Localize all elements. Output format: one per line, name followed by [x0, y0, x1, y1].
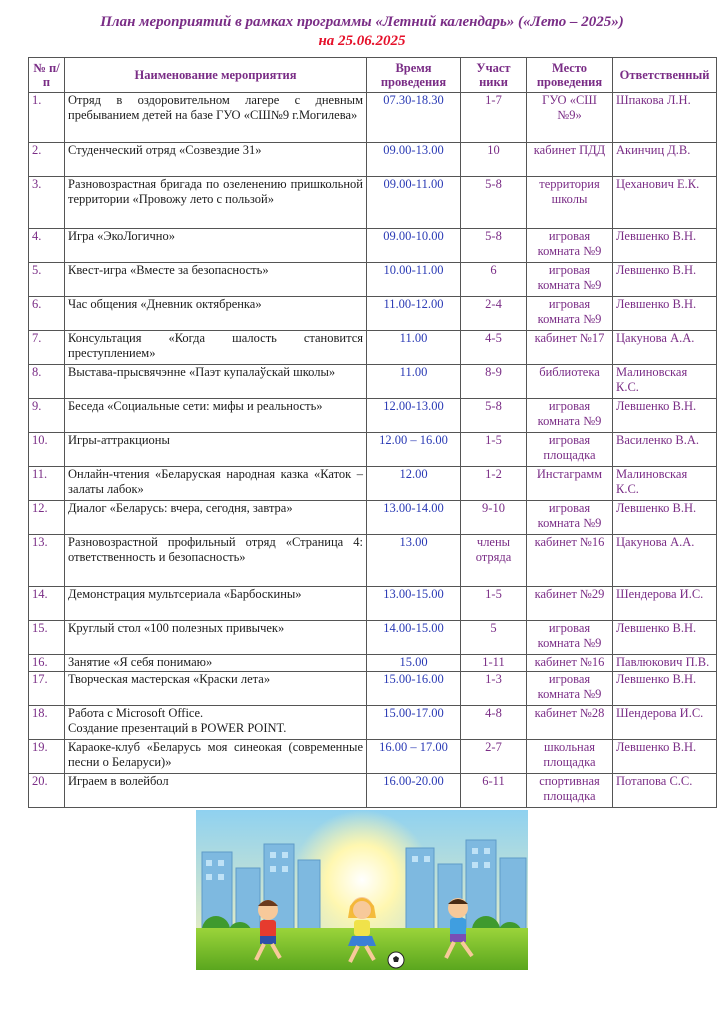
row-time: 12.00 – 16.00	[367, 433, 461, 467]
row-responsible: Василенко В.А.	[613, 433, 717, 467]
row-name: Студенческий отряд «Созвездие 31»	[65, 143, 367, 177]
row-num: 1.	[29, 93, 65, 143]
row-participants: 4-8	[461, 706, 527, 740]
row-name: Караоке-клуб «Беларусь моя синеокая (современные песни о Беларуси)»	[65, 740, 367, 774]
row-time: 15.00	[367, 655, 461, 672]
row-time: 09.00-10.00	[367, 229, 461, 263]
row-participants: 6-11	[461, 774, 527, 808]
row-name: Играем в волейбол	[65, 774, 367, 808]
table-row	[29, 433, 717, 467]
row-name: Выстава-прысвячэнне «Паэт купалаўскай школы»	[65, 365, 367, 399]
row-name: Игра «ЭкоЛогично»	[65, 229, 367, 263]
row-name: Игры-аттракционы	[65, 433, 367, 467]
row-responsible: Левшенко В.Н.	[613, 399, 717, 433]
row-responsible: Цеханович Е.К.	[613, 177, 717, 229]
row-place: кабинет №28	[527, 706, 613, 740]
row-place: школьная площадка	[527, 740, 613, 774]
table-row	[29, 467, 717, 501]
row-responsible: Левшенко В.Н.	[613, 229, 717, 263]
header-responsible: Ответственный	[613, 58, 717, 93]
row-num: 2.	[29, 143, 65, 177]
row-time: 13.00-14.00	[367, 501, 461, 535]
row-participants: 5-8	[461, 399, 527, 433]
row-time: 09.00-13.00	[367, 143, 461, 177]
table-row	[29, 672, 717, 706]
kids-playing-football-illustration	[196, 810, 528, 970]
row-participants: 2-4	[461, 297, 527, 331]
row-name: Диалог «Беларусь: вчера, сегодня, завтра»	[65, 501, 367, 535]
row-responsible: Малиновская К.С.	[613, 467, 717, 501]
table-row	[29, 501, 717, 535]
row-participants: 1-3	[461, 672, 527, 706]
row-participants: 5	[461, 621, 527, 655]
row-place: территория школы	[527, 177, 613, 229]
table-row	[29, 774, 717, 808]
row-participants: 1-5	[461, 587, 527, 621]
row-num: 16.	[29, 655, 65, 672]
row-time: 11.00	[367, 331, 461, 365]
row-name: Беседа «Социальные сети: мифы и реальность»	[65, 399, 367, 433]
row-num: 11.	[29, 467, 65, 501]
table-row	[29, 365, 717, 399]
row-place: кабинет №29	[527, 587, 613, 621]
row-num: 9.	[29, 399, 65, 433]
table-row	[29, 297, 717, 331]
row-place: игровая комната №9	[527, 672, 613, 706]
page-title: План мероприятий в рамках программы «Летний календарь» («Лето – 2025»)	[100, 14, 624, 30]
row-participants: 2-7	[461, 740, 527, 774]
row-num: 20.	[29, 774, 65, 808]
row-name: Демонстрация мультсериала «Барбоскины»	[65, 587, 367, 621]
row-time: 11.00	[367, 365, 461, 399]
row-num: 13.	[29, 535, 65, 587]
page-date: на 25.06.2025	[318, 33, 406, 49]
row-place: игровая комната №9	[527, 297, 613, 331]
row-place: игровая комната №9	[527, 229, 613, 263]
row-num: 8.	[29, 365, 65, 399]
row-participants: 1-2	[461, 467, 527, 501]
row-time: 07.30-18.30	[367, 93, 461, 143]
table-row	[29, 143, 717, 177]
row-name: Занятие «Я себя понимаю»	[65, 655, 367, 672]
row-participants: 1-5	[461, 433, 527, 467]
row-time: 09.00-11.00	[367, 177, 461, 229]
table-row	[29, 587, 717, 621]
soccer-ball	[388, 952, 404, 968]
row-place: игровая комната №9	[527, 399, 613, 433]
row-place: библиотека	[527, 365, 613, 399]
row-name: Консультация «Когда шалость становится преступлением»	[65, 331, 367, 365]
row-responsible: Левшенко В.Н.	[613, 672, 717, 706]
table-row	[29, 621, 717, 655]
header-name: Наименование мероприятия	[65, 58, 367, 93]
row-time: 13.00	[367, 535, 461, 587]
row-name: Час общения «Дневник октябренка»	[65, 297, 367, 331]
row-responsible: Шендерова И.С.	[613, 587, 717, 621]
row-place: игровая комната №9	[527, 621, 613, 655]
table-row	[29, 706, 717, 740]
row-num: 7.	[29, 331, 65, 365]
row-num: 12.	[29, 501, 65, 535]
row-time: 16.00-20.00	[367, 774, 461, 808]
row-place: ГУО «СШ №9»	[527, 93, 613, 143]
row-participants: 8-9	[461, 365, 527, 399]
table-row	[29, 331, 717, 365]
table-row	[29, 655, 717, 672]
row-participants: члены отряда	[461, 535, 527, 587]
illustration-svg	[196, 810, 528, 970]
row-place: кабинет №16	[527, 655, 613, 672]
row-time: 14.00-15.00	[367, 621, 461, 655]
row-place: кабинет №16	[527, 535, 613, 587]
header-participants: Участ ники	[461, 58, 527, 93]
row-participants: 5-8	[461, 229, 527, 263]
row-num: 10.	[29, 433, 65, 467]
row-responsible: Шендерова И.С.	[613, 706, 717, 740]
row-num: 6.	[29, 297, 65, 331]
row-name: Творческая мастерская «Краски лета»	[65, 672, 367, 706]
row-responsible: Шпакова Л.Н.	[613, 93, 717, 143]
row-name-line: Создание презентаций в POWER POINT.	[68, 721, 287, 735]
row-responsible: Павлюкович П.В.	[613, 655, 717, 672]
table-row	[29, 399, 717, 433]
row-participants: 4-5	[461, 331, 527, 365]
row-participants: 1-11	[461, 655, 527, 672]
row-participants: 5-8	[461, 177, 527, 229]
table-row	[29, 740, 717, 774]
row-name	[65, 706, 367, 740]
row-name: Разновозрастной профильный отряд «Страница 4: ответственность и безопасность»	[65, 535, 367, 587]
events-table	[28, 57, 717, 808]
row-time: 15.00-16.00	[367, 672, 461, 706]
row-num: 4.	[29, 229, 65, 263]
row-place: кабинет ПДД	[527, 143, 613, 177]
row-num: 18.	[29, 706, 65, 740]
row-num: 17.	[29, 672, 65, 706]
row-name-line: Работа с Microsoft Office.	[68, 706, 204, 720]
row-responsible: Левшенко В.Н.	[613, 297, 717, 331]
table-row	[29, 263, 717, 297]
row-num: 3.	[29, 177, 65, 229]
row-responsible: Малиновская К.С.	[613, 365, 717, 399]
row-place: игровая комната №9	[527, 501, 613, 535]
row-responsible: Левшенко В.Н.	[613, 621, 717, 655]
row-responsible: Потапова С.С.	[613, 774, 717, 808]
row-place: кабинет №17	[527, 331, 613, 365]
row-time: 11.00-12.00	[367, 297, 461, 331]
row-participants: 10	[461, 143, 527, 177]
row-name: Онлайн-чтения «Беларуская народная казка «Каток – залаты лабок»	[65, 467, 367, 501]
row-name: Отряд в оздоровительном лагере с дневным пребыванием детей на базе ГУО «СШ№9 г.Могилева»	[65, 93, 367, 143]
row-time: 13.00-15.00	[367, 587, 461, 621]
row-responsible: Левшенко В.Н.	[613, 501, 717, 535]
row-place: игровая площадка	[527, 433, 613, 467]
row-num: 14.	[29, 587, 65, 621]
header-time: Время проведения	[367, 58, 461, 93]
header-num: № п/п	[29, 58, 65, 93]
row-responsible: Левшенко В.Н.	[613, 740, 717, 774]
table-row	[29, 177, 717, 229]
row-time: 12.00-13.00	[367, 399, 461, 433]
header-place: Место проведения	[527, 58, 613, 93]
row-num: 5.	[29, 263, 65, 297]
row-num: 19.	[29, 740, 65, 774]
row-time: 12.00	[367, 467, 461, 501]
row-responsible: Левшенко В.Н.	[613, 263, 717, 297]
row-name: Круглый стол «100 полезных привычек»	[65, 621, 367, 655]
row-name: Квест-игра «Вместе за безопасность»	[65, 263, 367, 297]
row-time: 16.00 – 17.00	[367, 740, 461, 774]
row-responsible: Цакунова А.А.	[613, 331, 717, 365]
row-participants: 9-10	[461, 501, 527, 535]
table-row	[29, 535, 717, 587]
row-participants: 1-7	[461, 93, 527, 143]
row-time: 15.00-17.00	[367, 706, 461, 740]
row-place: спортивная площадка	[527, 774, 613, 808]
table-row	[29, 229, 717, 263]
row-responsible: Акинчиц Д.В.	[613, 143, 717, 177]
row-place: Инстаграмм	[527, 467, 613, 501]
row-time: 10.00-11.00	[367, 263, 461, 297]
row-name: Разновозрастная бригада по озеленению пришкольной территории «Провожу лето с пользой»	[65, 177, 367, 229]
row-place: игровая комната №9	[527, 263, 613, 297]
row-num: 15.	[29, 621, 65, 655]
row-responsible: Цакунова А.А.	[613, 535, 717, 587]
row-participants: 6	[461, 263, 527, 297]
table-row	[29, 93, 717, 143]
